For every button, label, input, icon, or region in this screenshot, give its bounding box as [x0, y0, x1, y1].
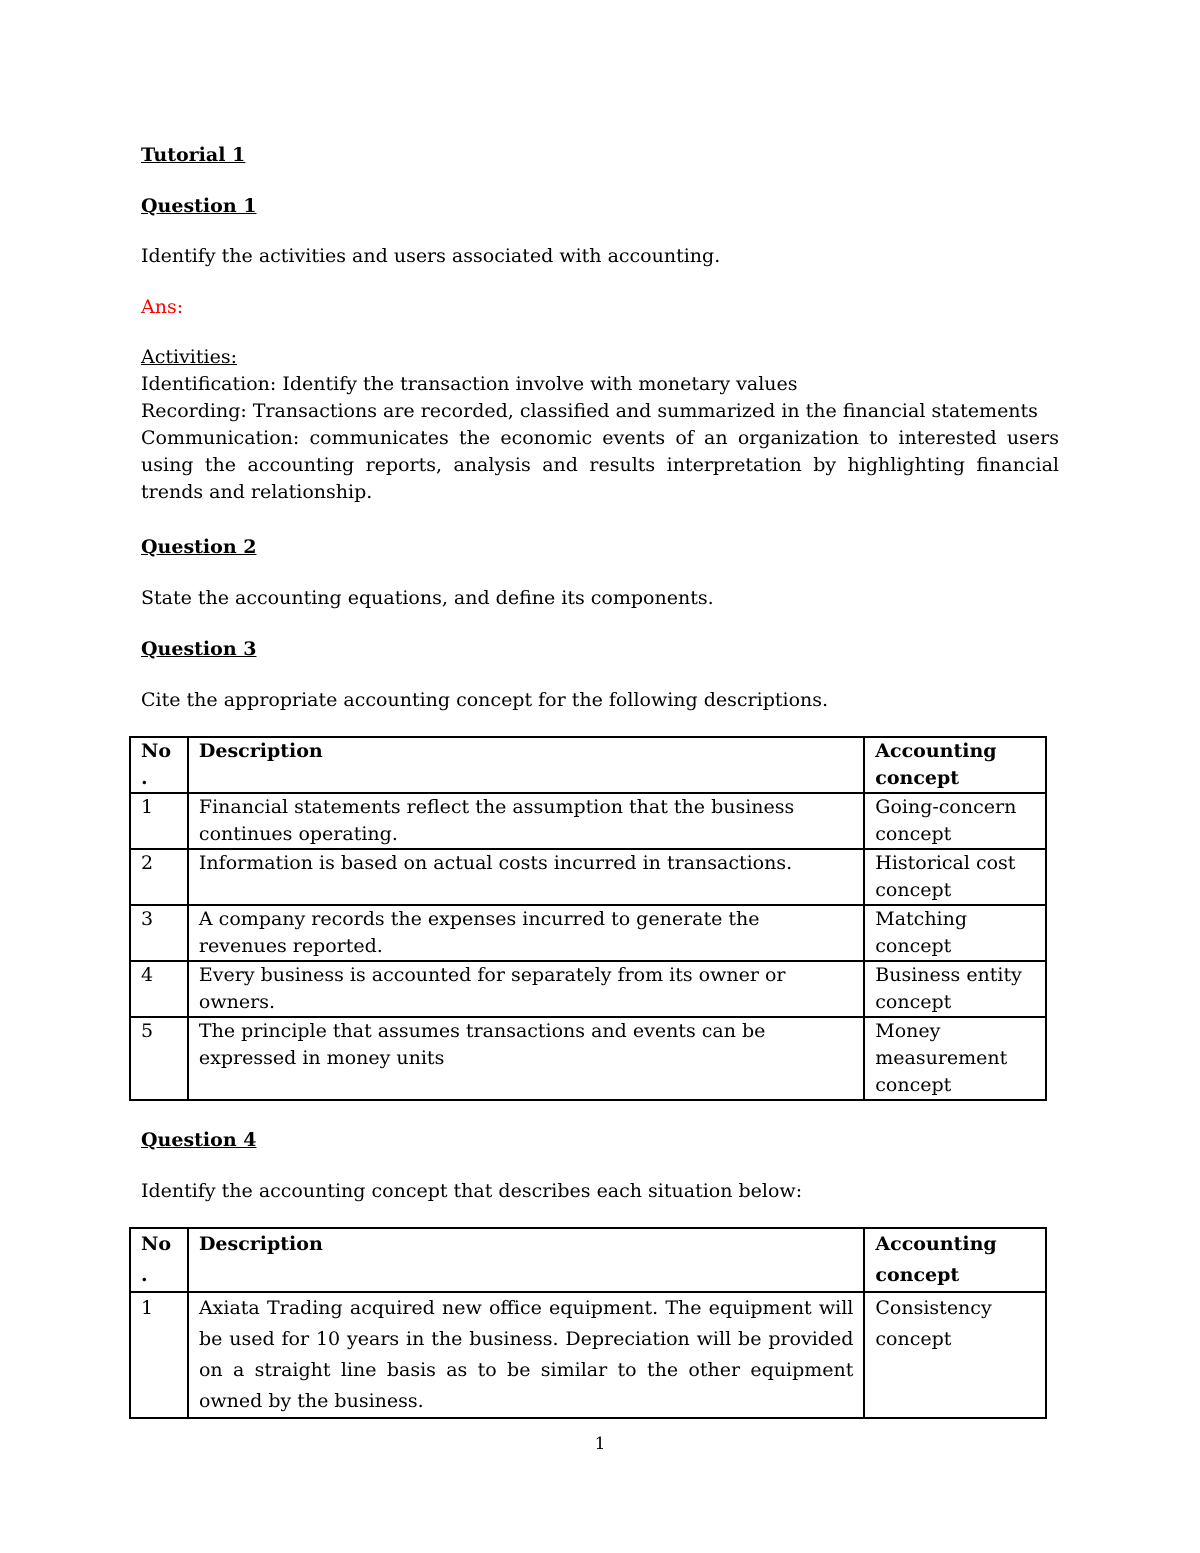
column-header-concept: Accounting concept — [864, 1228, 1046, 1292]
answer-label: Ans: — [141, 296, 184, 318]
table-header-row — [130, 737, 1046, 793]
question-4-table — [129, 1227, 1047, 1419]
row-description: The principle that assumes transactions and events can be expressed in money units — [188, 1017, 864, 1100]
row-description: Financial statements reflect the assumption that the business continues operating. — [188, 793, 864, 849]
row-description: Every business is accounted for separately from its owner or owners. — [188, 961, 864, 1017]
table-row — [130, 1292, 1046, 1418]
page-number: 1 — [594, 1434, 606, 1454]
activity-communication: Communication: communicates the economic events of an organization to interested users using the accounting reports, analysis and results interpretation by highlighting financial trends and relationship. — [141, 427, 1059, 503]
row-number: 1 — [130, 1292, 188, 1418]
column-header-no: No . — [130, 1228, 188, 1292]
table-row — [130, 961, 1046, 1017]
question-4-heading: Question 4 — [141, 1129, 257, 1151]
column-header-no: No . — [130, 737, 188, 793]
row-concept: Matching concept — [864, 905, 1046, 961]
table-row — [130, 849, 1046, 905]
row-description: Axiata Trading acquired new office equipment. The equipment will be used for 10 years in the business. Depreciation will be provided on a straight line basis as to be similar to the other equipment owned by the business. — [188, 1292, 864, 1418]
table-row — [130, 905, 1046, 961]
row-description: Information is based on actual costs incurred in transactions. — [188, 849, 864, 905]
question-4-text: Identify the accounting concept that describes each situation below: — [141, 1180, 803, 1202]
column-header-concept: Accounting concept — [864, 737, 1046, 793]
row-number: 2 — [130, 849, 188, 905]
question-2-text: State the accounting equations, and define its components. — [141, 587, 714, 609]
table-header-row — [130, 1228, 1046, 1292]
table-row — [130, 1017, 1046, 1100]
question-3-text: Cite the appropriate accounting concept for the following descriptions. — [141, 689, 829, 711]
row-concept: Money measurement concept — [864, 1017, 1046, 1100]
activities-label: Activities: — [141, 346, 237, 368]
row-number: 5 — [130, 1017, 188, 1100]
table-row — [130, 793, 1046, 849]
activity-recording: Recording: Transactions are recorded, classified and summarized in the financial statements — [141, 400, 1038, 422]
question-3-heading: Question 3 — [141, 638, 257, 660]
row-description: A company records the expenses incurred to generate the revenues reported. — [188, 905, 864, 961]
row-number: 4 — [130, 961, 188, 1017]
row-concept: Consistency concept — [864, 1292, 1046, 1418]
row-concept: Business entity concept — [864, 961, 1046, 1017]
question-2-heading: Question 2 — [141, 536, 257, 558]
column-header-description: Description — [188, 1228, 864, 1292]
row-number: 3 — [130, 905, 188, 961]
activity-identification: Identification: Identify the transaction involve with monetary values — [141, 373, 798, 395]
question-3-table — [129, 736, 1047, 1101]
row-number: 1 — [130, 793, 188, 849]
row-concept: Going-concern concept — [864, 793, 1046, 849]
document-title: Tutorial 1 — [141, 144, 246, 166]
question-1-text: Identify the activities and users associated with accounting. — [141, 245, 721, 267]
question-1-heading: Question 1 — [141, 195, 257, 217]
row-concept: Historical cost concept — [864, 849, 1046, 905]
column-header-description: Description — [188, 737, 864, 793]
